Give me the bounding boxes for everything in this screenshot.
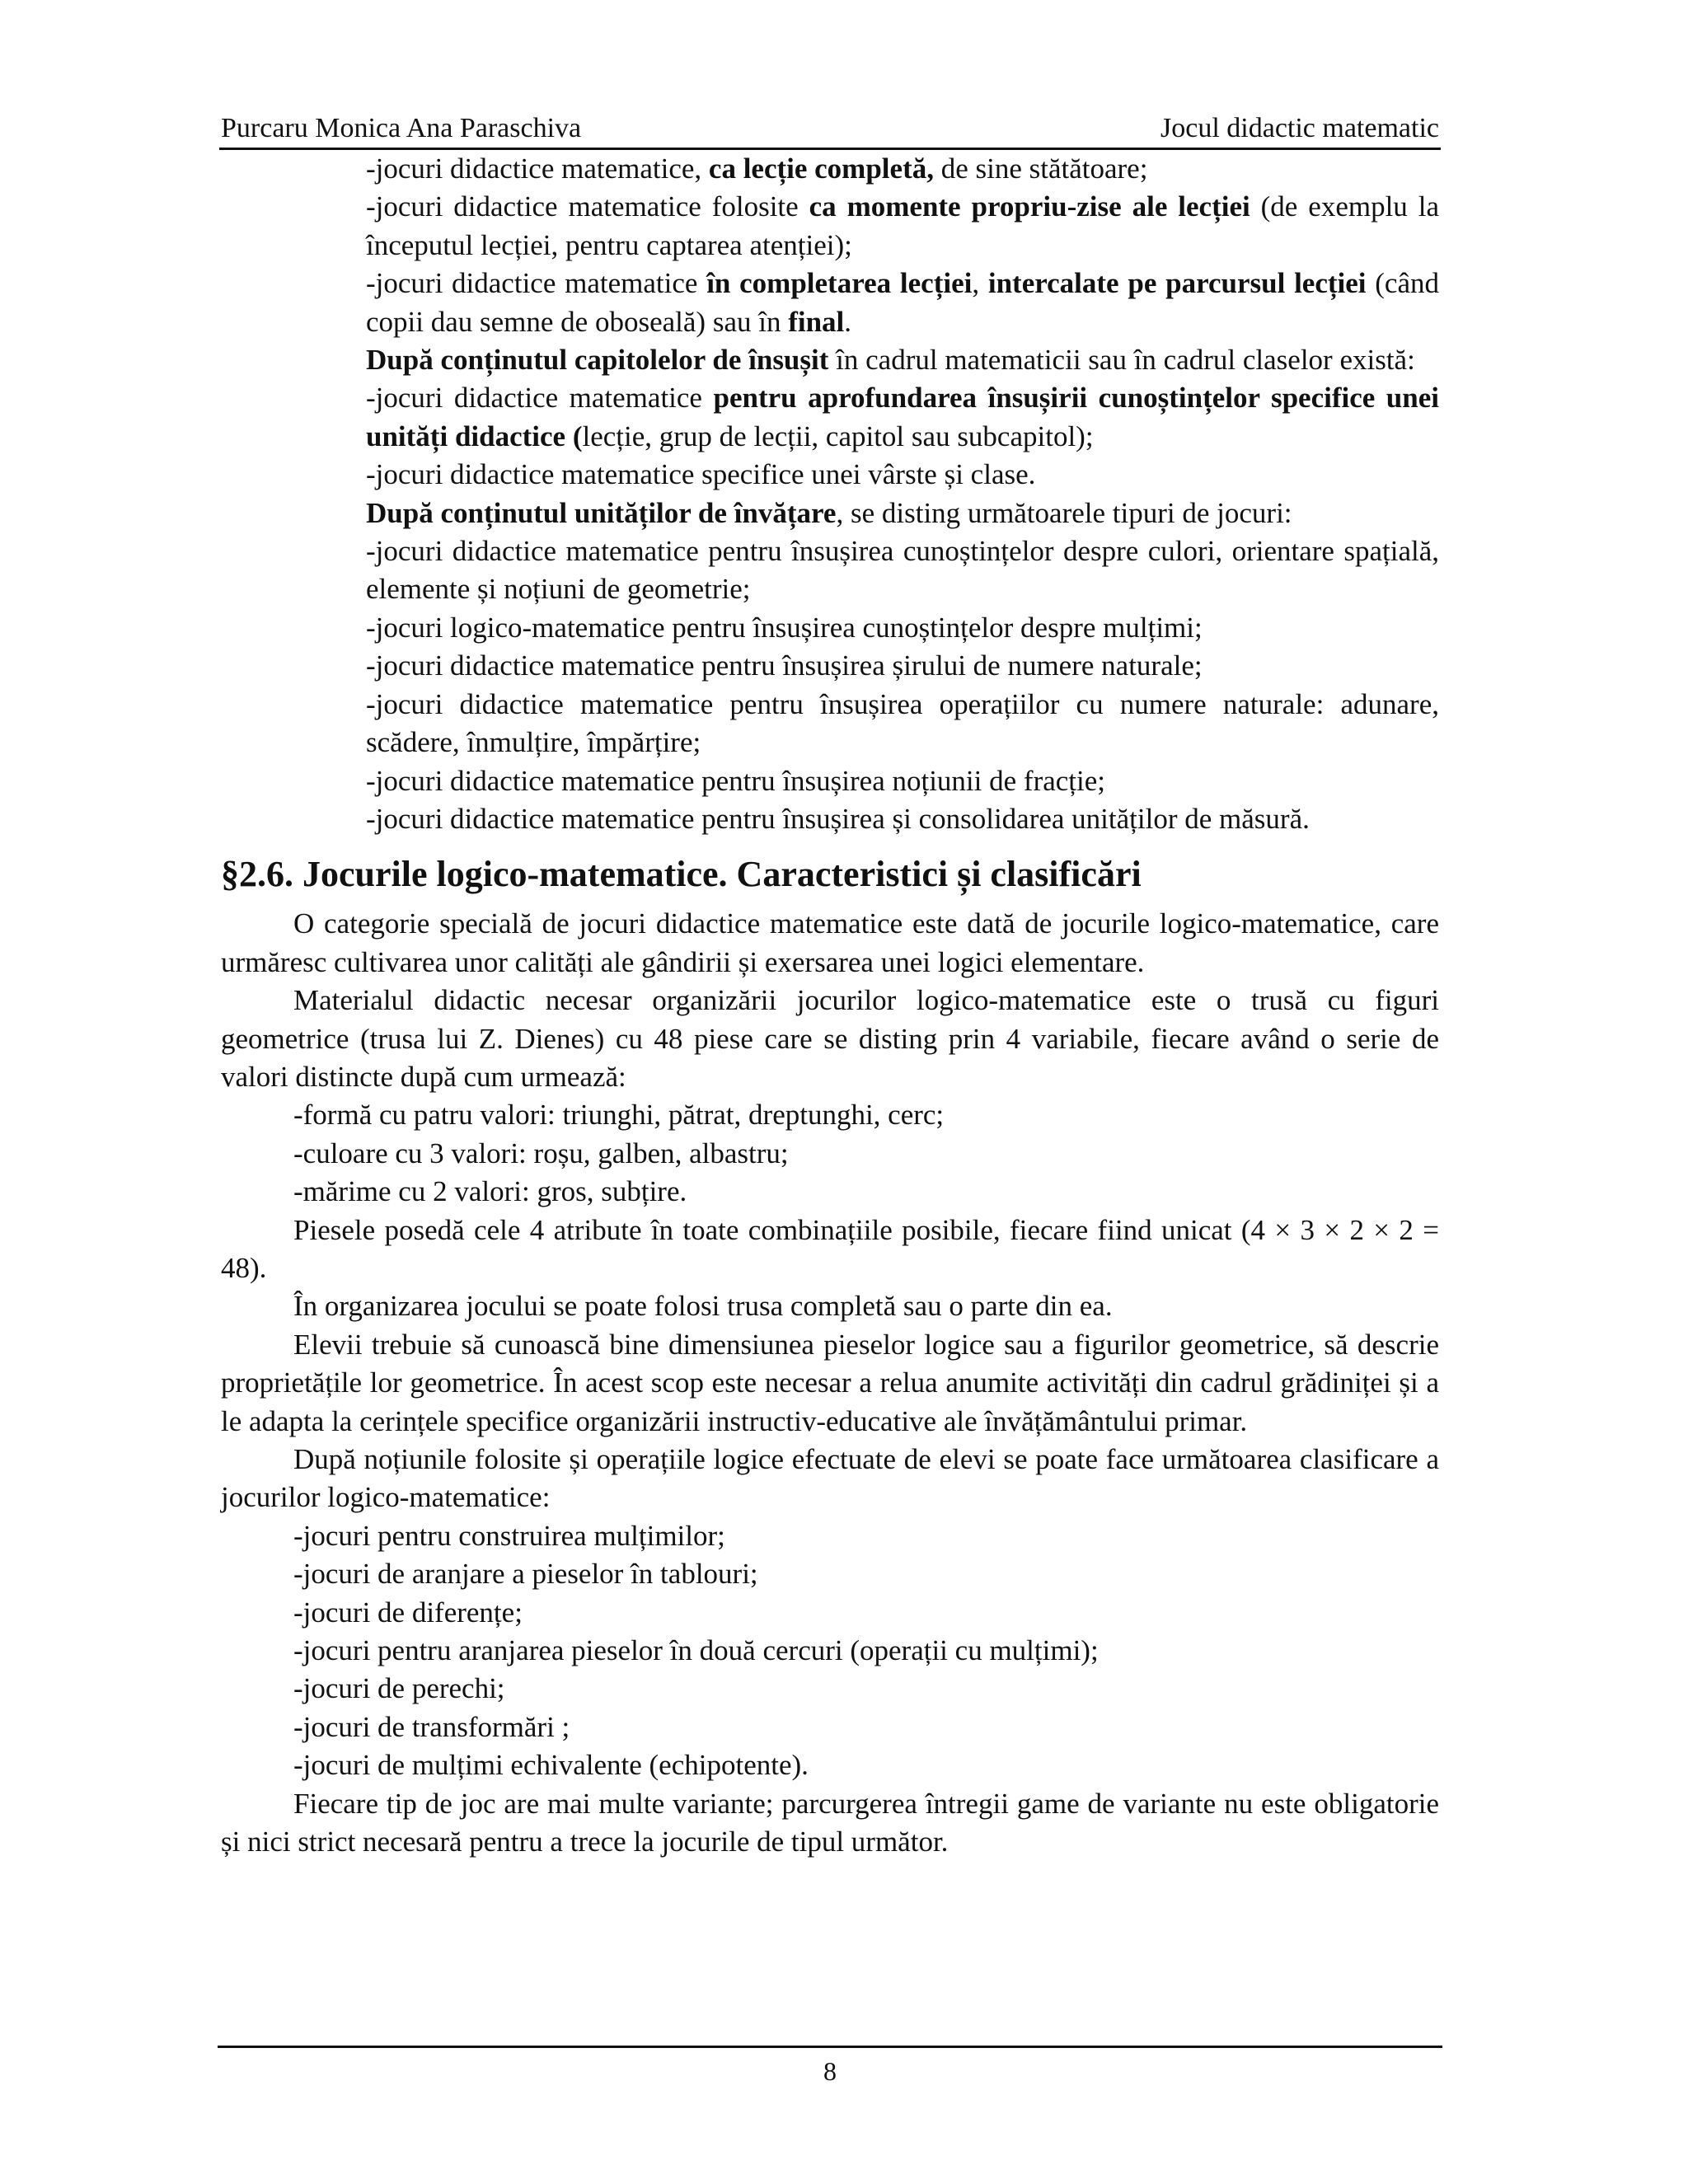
bold-run: ca lecție completă, (708, 152, 934, 185)
game-type-item: -jocuri de mulțimi echivalente (echipotente). (293, 1749, 809, 1782)
block3-item: -jocuri didactice matematice pentru însușirea operațiilor cu numere naturale: adunare, scădere, înmulțire, împărțire; (366, 687, 1439, 759)
block3-item: -jocuri logico-matematice pentru însușirea cunoștințelor despre mulțimi; (366, 611, 1203, 644)
text-run: , se disting următoarele tipuri de jocuri: (836, 496, 1292, 529)
bold-run: final (788, 305, 845, 338)
block3-item: -jocuri didactice matematice pentru însușirea și consolidarea unităților de măsură. (366, 802, 1310, 835)
text-run: -jocuri didactice matematice (366, 382, 714, 415)
block3-intro (221, 494, 1439, 532)
text-run: de sine stătătoare; (933, 152, 1148, 185)
game-type-item: -jocuri pentru construirea mulțimilor; (293, 1519, 725, 1552)
block2-item-1 (221, 379, 1439, 456)
bold-run: intercalate pe parcursul lecției (987, 267, 1367, 300)
text-run: în cadrul matematicii sau în cadrul claselor există: (828, 344, 1415, 377)
page-number: 8 (823, 2056, 837, 2086)
section-paragraph-3: Piesele posedă cele 4 atribute în toate combinațiile posibile, fiecare fiind unicat (4 × 3 × 2 × 2 = 48). (221, 1213, 1439, 1284)
text-run: . (844, 305, 852, 338)
text-run: -jocuri didactice matematice folosite (366, 190, 809, 223)
header-author: Purcaru Monica Ana Paraschiva (221, 113, 582, 143)
text-run: lecție, grup de lecții, capitol sau subcapitol); (582, 419, 1094, 452)
section-paragraph-2: Materialul didactic necesar organizării jocurilor logico-matematice este o trusă cu figuri geometrice (trusa lui Z. Dienes) cu 48 piese care se disting prin 4 variabile, fiecare având o serie de valori distincte după cum urmează: (221, 984, 1439, 1093)
section-paragraph-7: Fiecare tip de joc are mai multe variante; parcurgerea întregii game de variante nu este obligatorie și nici strict necesară pentru a trece la jocurile de tipul următor. (221, 1787, 1439, 1858)
variable-item: -formă cu patru valori: triunghi, pătrat, dreptunghi, cerc; (293, 1099, 945, 1132)
section-title: §2.6. Jocurile logico-matematice. Caracteristici și clasificări (221, 854, 1142, 895)
list1-item-3 (221, 265, 1439, 341)
text-run: -jocuri didactice matematice, (366, 152, 709, 185)
list1-item-2 (221, 188, 1439, 265)
block2-item-2: -jocuri didactice matematice specifice unei vârste și clase. (366, 458, 1036, 491)
list1-item-1 (221, 150, 1439, 188)
text-run: , (972, 267, 988, 300)
page-header (221, 112, 1439, 145)
game-type-item: -jocuri de aranjare a pieselor în tablouri; (293, 1558, 758, 1591)
section-paragraph-5: Elevii trebuie să cunoască bine dimensiunea pieselor logice sau a figurilor geometrice, să descrie proprietățile lor geometrice. În acest scop este necesar a relua anumite activități din cadrul grădiniței și a le adapta la cerințele specifice organizării instructiv-educative ale învățământului primar. (221, 1328, 1439, 1437)
game-type-item: -jocuri pentru aranjarea pieselor în două cercuri (operații cu mulțimi); (293, 1634, 1099, 1667)
text-run: (de exemplu la începutul lecției, pentru captarea atenției); (366, 190, 1439, 261)
game-type-item: -jocuri de diferențe; (293, 1596, 523, 1629)
variable-item: -culoare cu 3 valori: roșu, galben, albastru; (293, 1137, 789, 1169)
block2-intro (221, 341, 1439, 379)
game-type-item: -jocuri de perechi; (293, 1672, 505, 1705)
block3-item: -jocuri didactice matematice pentru însușirea șirului de numere naturale; (366, 649, 1203, 682)
bold-run: După conținutul capitolelor de însușit (366, 344, 829, 377)
bold-run: pentru aprofundarea însușirii cunoștințelor specifice unei unități didactice ( (366, 382, 1439, 452)
bold-run: în completarea lecției (706, 267, 973, 300)
text-run: -jocuri didactice matematice (366, 267, 707, 300)
section-paragraph-4: În organizarea jocului se poate folosi trusa completă sau o parte din ea. (293, 1290, 1113, 1323)
block3-item: -jocuri didactice matematice pentru însușirea cunoștințelor despre culori, orientare spațială, elemente și noțiuni de geometrie; (366, 535, 1439, 606)
section-paragraph-6: După noțiunile folosite și operațiile logice efectuate de elevi se poate face următoarea clasificare a jocurilor logico-matematice: (221, 1443, 1439, 1514)
page-body (221, 150, 1439, 1861)
section-paragraph-1: O categorie specială de jocuri didactice matematice este dată de jocurile logico-matematice, care urmăresc cultivarea unor calități ale gândirii și exersarea unei logici elementare. (221, 907, 1439, 978)
bold-run: ca momente propriu-zise ale lecției (809, 190, 1250, 223)
variable-item: -mărime cu 2 valori: gros, subțire. (293, 1175, 687, 1208)
text-run: (când copii dau semne de oboseală) sau în (366, 267, 1439, 338)
bold-run: După conținutul unităților de învățare (366, 496, 837, 529)
game-type-item: -jocuri de transformări ; (293, 1710, 570, 1743)
block3-item: -jocuri didactice matematice pentru însușirea noțiunii de fracție; (366, 764, 1105, 797)
header-title: Jocul didactic matematic (1160, 113, 1439, 143)
footer-rule (218, 2046, 1442, 2048)
